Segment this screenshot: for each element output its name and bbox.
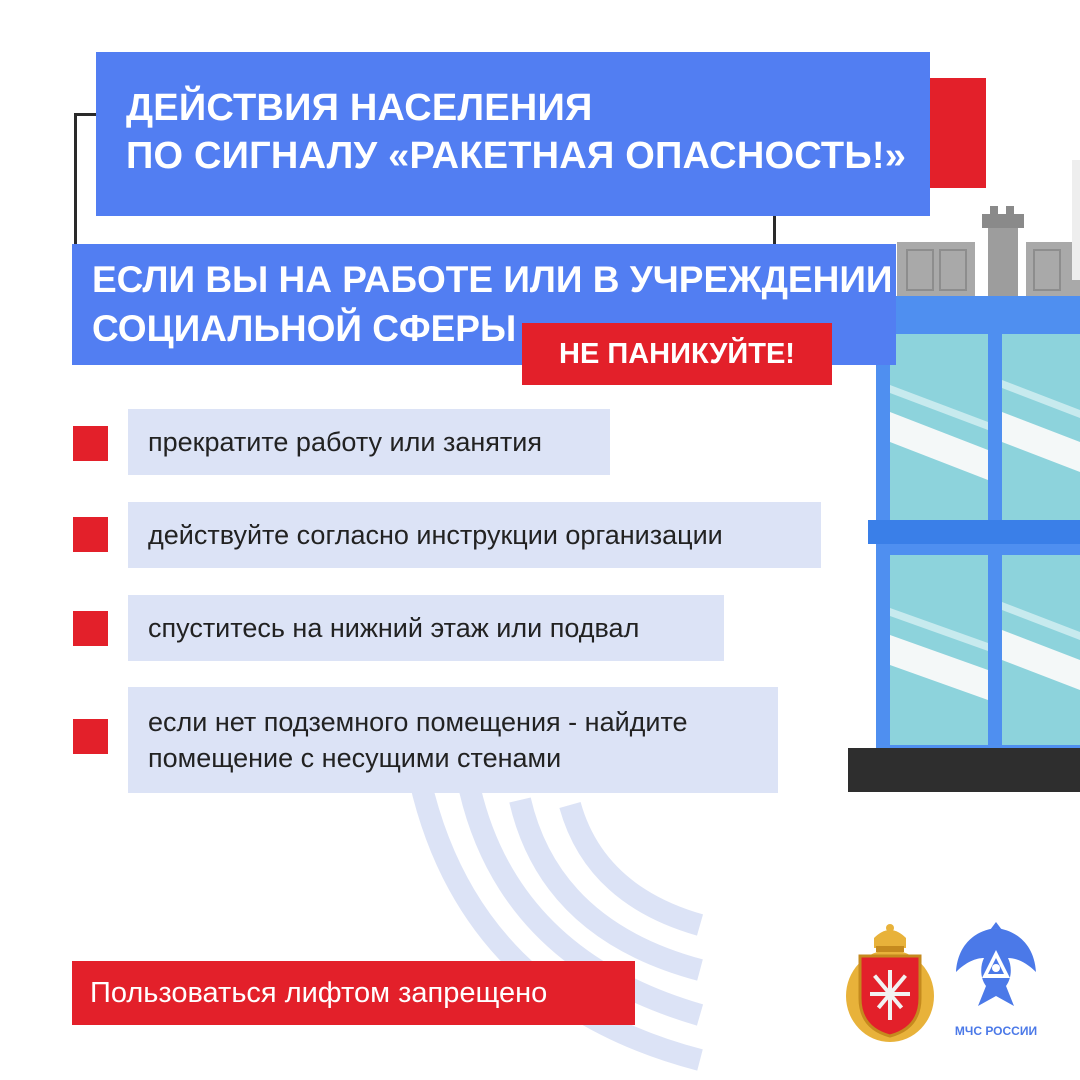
bullet-square [73,611,108,646]
subheader-line-2: СОЦИАЛЬНОЙ СФЕРЫ [92,308,517,349]
bullet-square [73,426,108,461]
instruction-item-3: спуститесь на нижний этаж или подвал [128,595,724,661]
title-line-2: ПО СИГНАЛУ «РАКЕТНАЯ ОПАСНОСТЬ!» [126,135,907,177]
subheader-line-1: ЕСЛИ ВЫ НА РАБОТЕ ИЛИ В УЧРЕЖДЕНИИ [92,259,893,300]
title-line-1: ДЕЙСТВИЯ НАСЕЛЕНИЯ [126,87,593,129]
page-title [126,84,906,180]
bullet-square [73,517,108,552]
instruction-item-4: если нет подземного помещения - найдите помещение с несущими стенами [128,687,778,793]
bullet-square [73,719,108,754]
instruction-item-2: действуйте согласно инструкции организации [128,502,821,568]
elevator-warning: Пользоваться лифтом запрещено [72,961,635,1025]
instruction-item-1: прекратите работу или занятия [128,409,610,475]
tula-coat-of-arms-icon [844,918,936,1044]
mchs-emblem-icon [952,916,1040,1020]
dont-panic-badge: НЕ ПАНИКУЙТЕ! [522,323,832,385]
mchs-label: МЧС РОССИИ [954,1024,1038,1038]
